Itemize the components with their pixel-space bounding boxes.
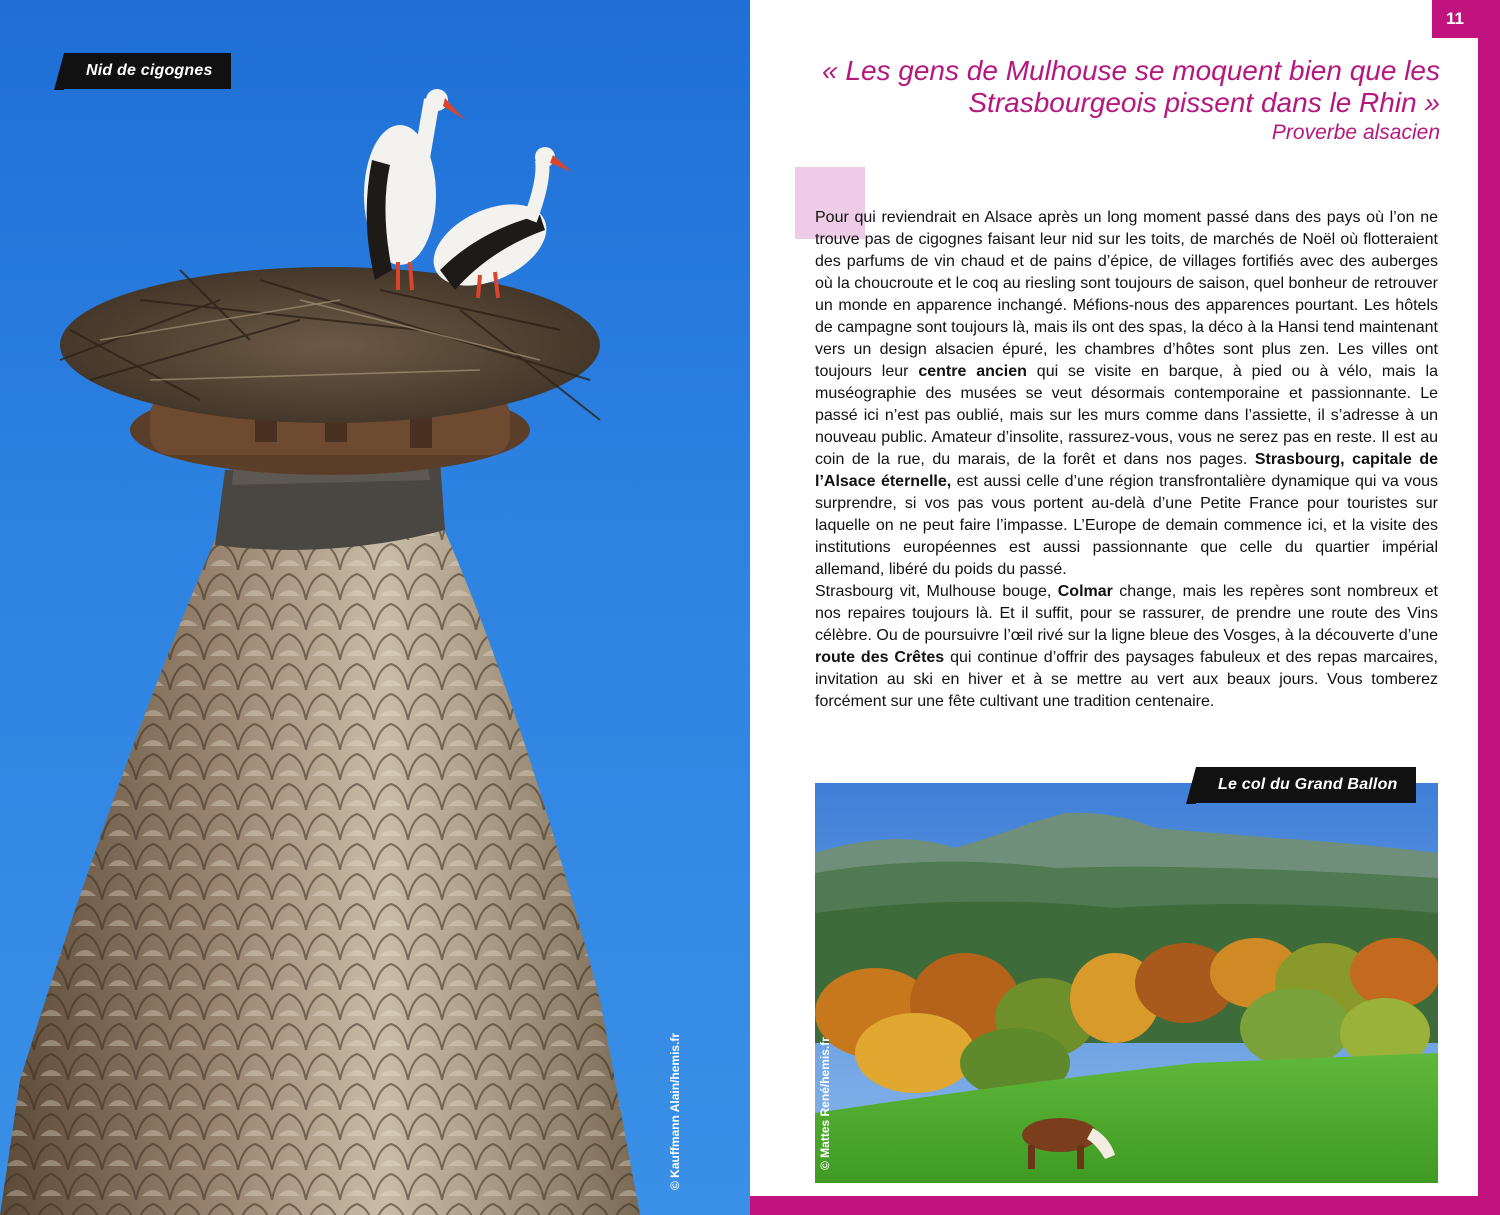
bold-route-des-cretes: route des Crêtes <box>815 649 945 666</box>
quote-source: Proverbe alsacien <box>1271 121 1440 144</box>
bold-colmar: Colmar <box>1057 583 1113 600</box>
paragraph-2: Strasbourg vit, Mulhouse bouge, Colmar change, mais les repères sont nombreux et nos repaires toujours là. Et il suffit, pour se rassurer, de prendre une route des Vins célèbre. Ou de poursuivre l’œil rivé sur la ligne bleue des Vosges, à la découverte d’une route des Crêtes qui continue d’offrir des paysages fabuleux et des repas marcaires, invitation au ski en hiver et à se mettre au vert aux beaux jours. Vous tomberez forcément sur une fête cultivant une tradition centenaire. <box>815 583 1439 710</box>
right-photo-credit: © Mattes René/hemis.fr <box>818 1037 832 1170</box>
right-photo-caption: Le col du Grand Ballon <box>1196 767 1416 803</box>
epigraph-quote <box>790 55 1440 147</box>
body-text <box>815 207 1438 713</box>
grand-ballon-landscape-photo <box>815 783 1438 1183</box>
bold-strasbourg: Strasbourg, capitale de l’Alsace éternelle, <box>815 451 1438 490</box>
stork-right <box>421 147 572 302</box>
left-photo-credit: © Kauffmann Alain/hemis.fr <box>668 1032 682 1190</box>
magenta-frame-right <box>1478 0 1500 1215</box>
bold-centre-ancien: centre ancien <box>918 363 1027 380</box>
left-photo-caption: Nid de cigognes <box>64 53 231 89</box>
page-number: 11 <box>1432 0 1478 38</box>
paragraph-1: Pour qui reviendrait en Alsace après un long moment passé dans des pays où l’on ne trouve pas de cigognes faisant leur nid sur les toits, de marchés de Noël où flotteraient des parfums de vin chaud et de pains d’épice, de villages fortifiés avec des auberges où la choucroute et le coq au riesling sont toujours de saison, quel bonheur de retrouver un monde en apparence inchangé. Méfions-nous des apparences pourtant. Les hôtels de campagne sont toujours là, mais ils ont des spas, la déco à la Hansi tend maintenant vers un design alsacien épuré, les chambres d’hôtes sont plus zen. Les villes ont toujours leur centre ancien qui se visite en barque, à pied ou à vélo, mais la muséographie des musées se veut désormais contemporaine et passionnante. Le passé ici n’est pas oublié, mais sur les murs comme dans l’assiette, il s’adresse à un nouveau public. Amateur d’insolite, rassurez-vous, vous ne serez pas en reste. Il est au coin de la rue, du marais, de la forêt et dans nos pages. Strasbourg, capitale de l’Alsace éternelle, est aussi celle d’une région transfrontalière dynamique qui va vous surprendre, si vos pas vous portent au-delà d’une Petite France pour touristes sur laquelle on ne peut faire l’impasse. L’Europe de demain commence ici, et la visite des institutions européennes est aussi passionnante que celle du quartier impérial allemand, libéré du poids du passé. <box>815 209 1439 578</box>
magenta-frame-bottom <box>750 1196 1500 1215</box>
quote-text: « Les gens de Mulhouse se moquent bien que les Strasbourgeois pissent dans le Rhin » <box>822 55 1440 118</box>
